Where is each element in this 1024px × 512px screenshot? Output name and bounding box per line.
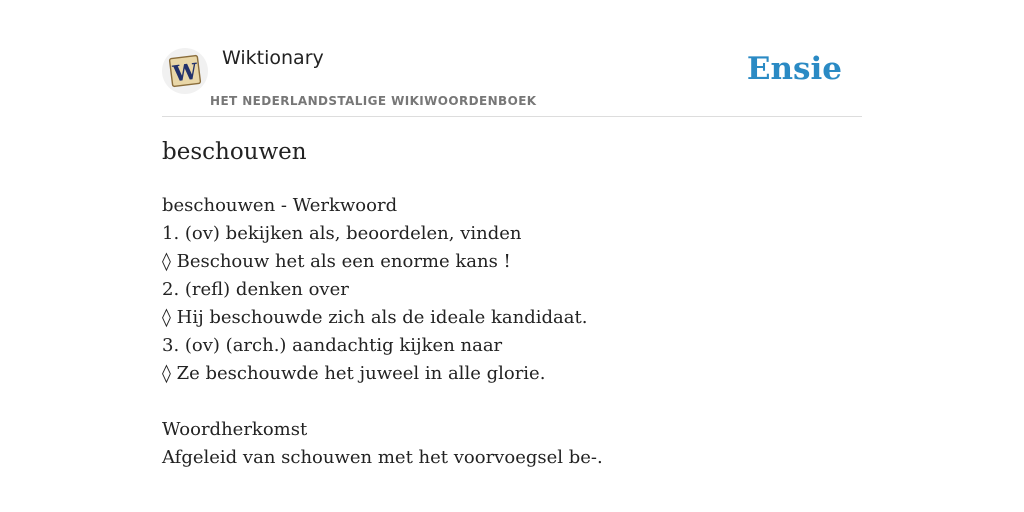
sense-1-example: ◊ Beschouw het als een enorme kans ! bbox=[162, 251, 511, 272]
etymology-text: Afgeleid van schouwen met het voorvoegsel be-. bbox=[162, 447, 603, 468]
section-spacer bbox=[162, 388, 603, 416]
definition-content bbox=[162, 192, 603, 472]
definition-heading: beschouwen - Werkwoord bbox=[162, 195, 398, 216]
sense-2-text: 2. (refl) denken over bbox=[162, 279, 349, 300]
sense-3-example: ◊ Ze beschouwde het juweel in alle glorie. bbox=[162, 363, 546, 384]
page-title: beschouwen bbox=[162, 139, 307, 165]
sense-2-example: ◊ Hij beschouwde zich als de ideale kandidaat. bbox=[162, 307, 588, 328]
logo-letter: W bbox=[171, 58, 200, 88]
sense-3-text: 3. (ov) (arch.) aandachtig kijken naar bbox=[162, 335, 503, 356]
site-tagline: HET NEDERLANDSTALIGE WIKIWOORDENBOEK bbox=[210, 94, 537, 108]
wiktionary-logo-icon[interactable] bbox=[162, 48, 208, 94]
ensie-brand-link[interactable]: Ensie bbox=[746, 51, 842, 87]
sense-1-text: 1. (ov) bekijken als, beoordelen, vinden bbox=[162, 223, 522, 244]
site-header bbox=[162, 44, 862, 117]
site-name[interactable]: Wiktionary bbox=[222, 47, 324, 69]
etymology-heading: Woordherkomst bbox=[162, 419, 308, 440]
